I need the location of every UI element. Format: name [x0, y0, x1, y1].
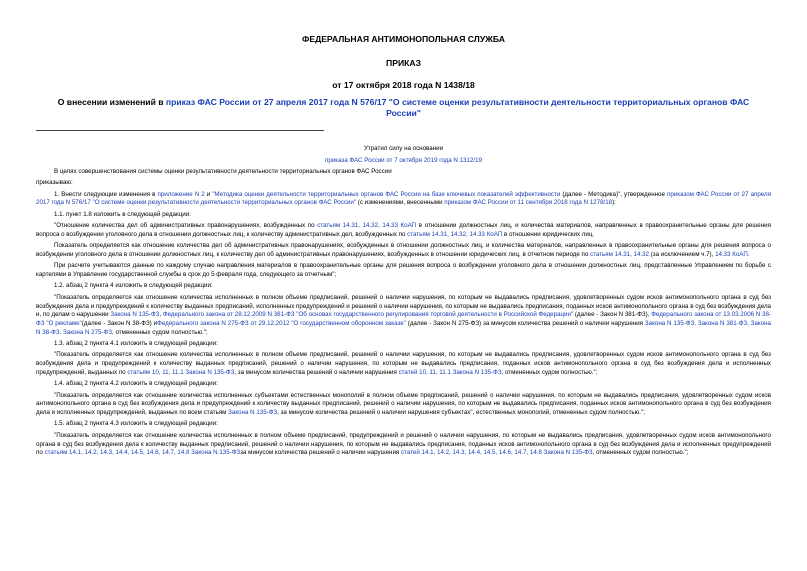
link-law-381[interactable]: Федерального закона от 28.12.2009 N 381-ФЗ "Об основах государственного регулирования торговой деятельности в Российской Федерации": [162, 311, 574, 319]
text: , отмененных судом полностью.";: [501, 368, 598, 376]
order-subject: [50, 97, 757, 119]
paragraph: 1.1. пункт 1.8 изложить в следующей редакции:: [54, 210, 191, 218]
lost-force-link[interactable]: приказа ФАС России от 7 октября 2019 года N 1312/19: [325, 157, 482, 164]
link-laws-list[interactable]: Закона N 135-ФЗ, Закона N 381-ФЗ, Закона N 38-ФЗ, Закона N 275-ФЗ: [36, 320, 771, 336]
lost-force-line: Утратил силу на основании: [363, 145, 444, 152]
paragraph: приказываю:: [36, 179, 73, 187]
subject-link[interactable]: приказ ФАС России от 27 апреля 2017 года N 576/17 "О системе оценки результативности деятельности территориальных органов ФАС России": [165, 97, 750, 118]
lost-force-note: [0, 143, 807, 167]
text: (с изменениями, внесенными: [356, 199, 445, 207]
link-law-275[interactable]: Федерального закона N 275-ФЗ от 29.12.2012 "О государственном оборонном заказе": [157, 320, 406, 327]
text: ,: [159, 311, 163, 319]
link-law-135[interactable]: Закона N 135-ФЗ: [110, 311, 160, 319]
text: (далее - Закон N 275-ФЗ) за минусом количества решений о наличии нарушения: [405, 320, 645, 327]
link-articles-10-11[interactable]: статьям 10, 11, 11.1 Закона N 135-ФЗ: [127, 368, 235, 376]
text: Показатель определяется как отношение количества дел об административных правонарушениях, возбужденных в отношении должностных лиц, и количества материалов, направленных в правоохранительные органы для решения вопроса о возбуждении уголовного дела в отношении должностных лиц, к количеству дел об административных правонарушениях, возбужденных в отношении юридических лиц, в отчетном периоде по: [36, 242, 771, 258]
text: "Показатель определяется как отношение количества исполненных субъектами естественных монополий в полном объеме предписаний, решений о наличии нарушения, по которым не выдавались предписания, удовлетворенных судом исков антимонопольного органа в суд без возбуждения дела и предупреждений к количеству выданных предписаний, решений о наличии нарушения, по которым не выдавались предписания, поданных исков антимонопольного органа в суд без возбуждения дела и исполненных предупреждений, выданных по всем статьям: [36, 391, 771, 417]
paragraph: [36, 294, 771, 338]
divider: [36, 130, 324, 131]
text: "Показатель определяется как отношение количества исполненных в полном объеме предписаний, решений о наличии нарушения, по которым не выдавались предписания, удовлетворенных судом исков антимонопольного органа в суд без возбуждения дела и предупреждений к количеству выданных предписаний, исполненных предупреждений и решений о наличии нарушения, по которым не выдавались предписания, поданных исков антимонопольного органа в суд без возбуждения дела и, по делам о нарушении: [36, 293, 771, 319]
paragraph: 1.3. абзац 2 пункта 4.1 изложить в следующей редакции:: [54, 340, 218, 348]
text: , отмененных судом полностью.";: [112, 328, 208, 336]
text: "Отношение количества дел об административных правонарушениях, возбужденных по: [54, 222, 318, 230]
paragraph: [36, 242, 771, 260]
order-date: от 17 октября 2018 года N 1438/18: [332, 80, 475, 90]
text: в отношении юридических лиц.: [502, 230, 595, 238]
text: "Показатель определяется как отношение количества исполненных в полном объеме предписаний, решений о наличии нарушения, по которым не выдавались предписания, удовлетворенных судом исков антимонопольного органа в суд без возбуждения дела и предупреждений к количеству выданных предписаний, решений о наличии нарушения, по которым не выдавались предписания, поданных исков антимонопольного органа в суд без возбуждения дела и исполненных предупреждений, выданных по: [36, 351, 771, 376]
link-articles-10-11[interactable]: статей 10, 11, 11.1 Закона N 135-ФЗ: [398, 368, 502, 376]
link-articles-14[interactable]: статьям 14.1, 14.2, 14.3, 14.4, 14.5, 14.6, 14.7, 14.8 Закона N 135-ФЗ: [44, 449, 241, 457]
link-law-38[interactable]: Федерального закона от 13.03.2006 N 38-ФЗ "О рекламе": [36, 311, 771, 327]
text: (за исключением ч.7),: [649, 250, 716, 258]
text: (далее - Методика)", утвержденное: [560, 190, 667, 198]
paragraph: 1.2. абзац 2 пункта 4 изложить в следующей редакции:: [54, 282, 213, 290]
text: "Показатель определяется как отношение количества исполненных в полном объеме предписаний, предупреждений и решений о наличии нарушения, по которым не выдавались предписания, удовлетворенных судом исков антимонопольного органа в суд без возбуждения дела к количеству выданных предписаний, решений о наличии нарушения, по которым не выдавались предписания, поданных исков антимонопольного органа в суд без возбуждения дела и исполненных предупреждений по: [36, 431, 771, 457]
text: .: [747, 250, 750, 258]
agency-title: ФЕДЕРАЛЬНАЯ АНТИМОНОПОЛЬНАЯ СЛУЖБА: [302, 34, 505, 44]
link-koap-articles[interactable]: статьям 14.31, 14.32, 14.33 КоАП: [407, 230, 503, 238]
link-koap-14-33[interactable]: 14.33 КоАП: [715, 250, 748, 258]
link-methodology[interactable]: "Методика оценки деятельности территориальных органов ФАС России на базе ключевых показателей эффективности: [212, 190, 561, 198]
document-body: [36, 168, 771, 461]
subject-prefix: О внесении изменений в: [57, 97, 166, 107]
text: ):: [612, 199, 616, 207]
paragraph: [36, 191, 771, 209]
text: (далее - Закон N 381-ФЗ),: [573, 311, 652, 319]
link-law-135[interactable]: Закона N 135-ФЗ: [228, 409, 278, 417]
text: , за минусом количества решений о наличии нарушения: [234, 368, 399, 376]
text: за минусом количества решений о наличии нарушения: [240, 449, 401, 457]
paragraph: 1.5. абзац 2 пункта 4.3 изложить в следующей редакции:: [54, 420, 218, 428]
link-articles-14[interactable]: статей 14.1, 14.2, 14.3, 14.4, 14.5, 14.6, 14.7, 14.8 Закона N 135-ФЗ: [400, 449, 593, 457]
paragraph: [36, 432, 771, 458]
paragraph: При расчете учитываются данные по каждому случаю направления материалов в правоохранительные органы для решения вопроса о возбуждении уголовного дела в отношении должностных лиц, представленные Управлением по борьбе с картелями в Управление государственной службы в срок до 5 февраля года, следующего за отчетным";: [36, 262, 771, 279]
link-order-1278[interactable]: приказом ФАС России от 11 сентября 2018 года N 1278/18: [444, 199, 613, 207]
order-title: ПРИКАЗ: [386, 58, 421, 68]
paragraph: [36, 351, 771, 377]
paragraph: [36, 222, 771, 240]
text: в отношении должностных лиц, и количества материалов, направленных в правоохранительные органы для решения вопроса о возбуждении уголовного дела в отношении должностных лиц, к количеству административных дел, возбужденных по: [36, 222, 771, 238]
paragraph: [36, 392, 771, 418]
link-order-576[interactable]: приказом ФАС России от 27 апреля 2017 года N 576/17 "О системе оценки результативности деятельности территориальных органов ФАС России": [36, 190, 771, 207]
text: (далее - Закон N 38-ФЗ) и: [81, 320, 158, 327]
link-koap-articles[interactable]: статьям 14.31, 14.32, 14.33 КоАП: [317, 222, 417, 230]
link-koap-articles[interactable]: статьям 14.31, 14.32: [590, 250, 649, 258]
text: , за минусом количества решений о наличии нарушения субъектах", естественных монополий, отмененных судом полностью.";: [277, 409, 645, 417]
text: и: [204, 190, 213, 198]
text: 1. Внести следующие изменения в: [54, 190, 158, 198]
link-appendix-2[interactable]: приложение N 2: [157, 190, 205, 198]
paragraph: 1.4. абзац 2 пункта 4.2 изложить в следующей редакции:: [54, 380, 218, 388]
paragraph: В целях совершенствования системы оценки результативности деятельности территориальных органов ФАС России: [54, 168, 392, 175]
text: , отмененных судом полностью.";: [592, 449, 689, 457]
